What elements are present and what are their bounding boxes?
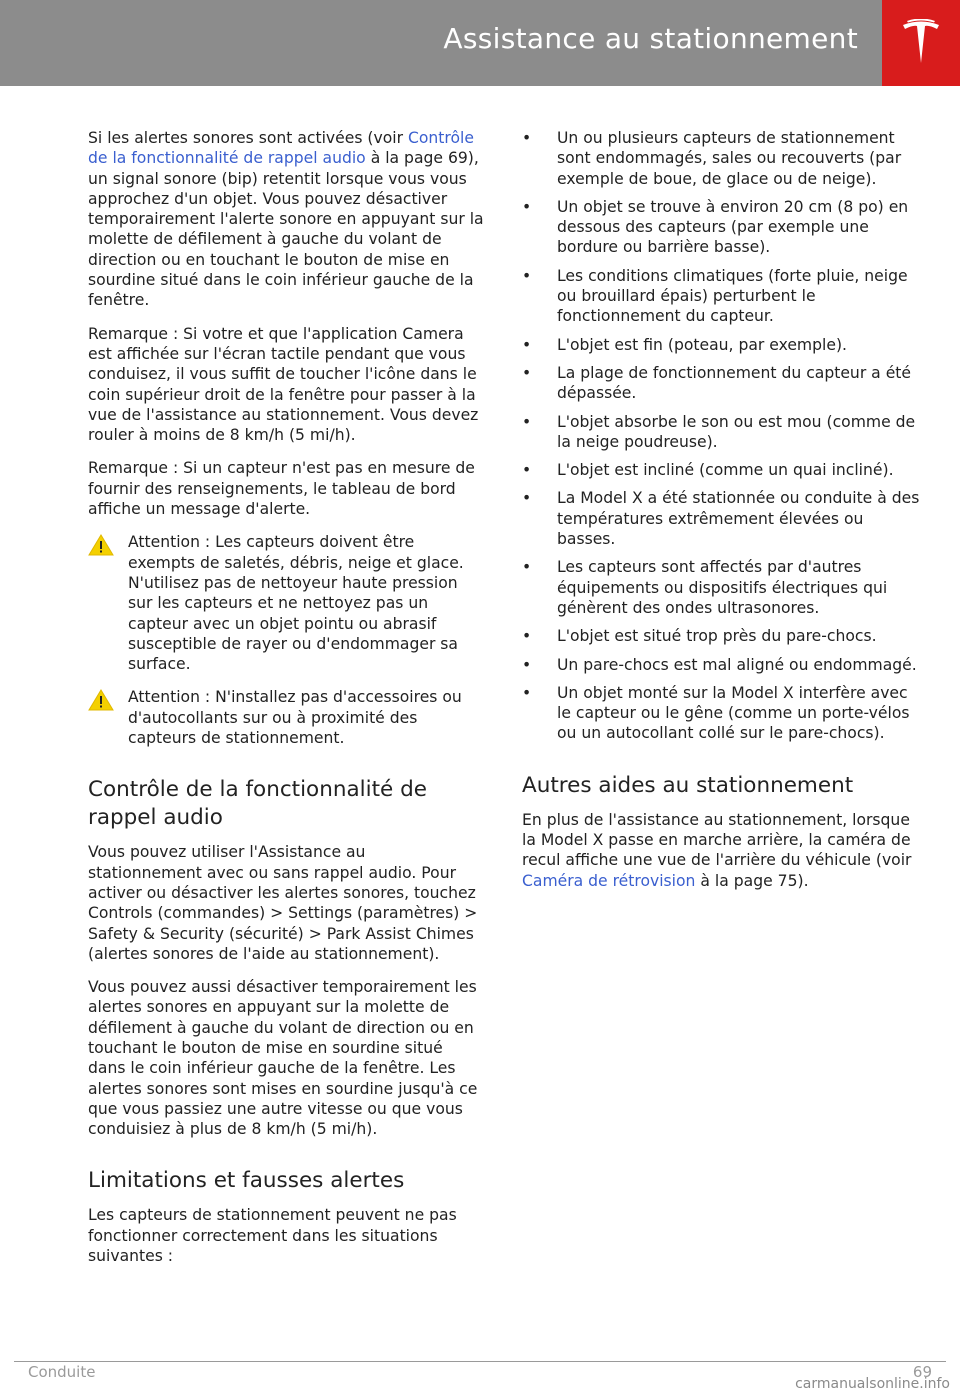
list-item: • Les conditions climatiques (forte pluie, neige ou brouillard épais) perturbent le fonctionnement du capteur. (522, 266, 908, 326)
intro-paragraph: Si les alertes sonores sont activées (voir Contrôle de la fonctionnalité de rappel audio à la page 69), un signal sonore (bip) retentit lorsque vous vous approchez d'un objet. Vous pouvez désactiver temporairement l'alerte sonore en appuyant sur la molette de défilement à gauche du volant de direction ou en touchant le bouton de mise en sourdine situé dans le coin inférieur gauche de la fenêtre. (88, 129, 484, 310)
logo-box (882, 0, 960, 86)
heading-audio-control: Contrôle de la fonctionnalité de rappel audio (88, 777, 427, 831)
footer-rule (14, 1361, 946, 1362)
list-item: • La plage de fonctionnement du capteur a été dépassée. (522, 363, 911, 403)
list-item: • L'objet est situé trop près du pare-chocs. (522, 627, 877, 646)
list-item: • L'objet est incliné (comme un quai incliné). (522, 461, 894, 480)
page-header (0, 0, 960, 86)
left-column (88, 128, 484, 1279)
list-item: • La Model X a été stationnée ou conduite à des températures extrêmement élevées ou basses. (522, 489, 920, 549)
note-camera: Remarque : Si votre et que l'application Camera est affichée sur l'écran tactile pendant que vous conduisez, il vous suffit de toucher l'icône dans le coin supérieur droit de la fenêtre pour passer à la vue de l'assistance au stationnement. Vous devez rouler à moins de 8 km/h (5 mi/h). (88, 324, 479, 445)
list-item: • Un pare-chocs est mal aligné ou endommagé. (522, 655, 917, 674)
paragraph-mute: Vous pouvez aussi désactiver temporairement les alertes sonores en appuyant sur la molette de défilement à gauche du volant de direction ou en touchant le bouton de mise en sourdine situé dans le coin inférieur gauche de la fenêtre. Les alertes sonores sont mises en sourdine jusqu'à ce que vous passiez une autre vitesse ou que vous conduisiez à plus de 8 km/h (5 mi/h). (88, 978, 478, 1139)
paragraph-audio-settings: Vous pouvez utiliser l'Assistance au stationnement avec ou sans rappel audio. Pour activer ou désactiver les alertes sonores, touchez Controls (commandes) > Settings (paramètres) > Safety & Security (sécurité) > Park Assist Chimes (alertes sonores de l'aide au stationnement). (88, 843, 478, 963)
list-item: • Un objet se trouve à environ 20 cm (8 po) en dessous des capteurs (par exemple une bordure ou barrière basse). (522, 197, 909, 257)
link-rear-camera[interactable]: Caméra de rétrovision (522, 871, 696, 890)
list-item: • L'objet absorbe le son ou est mou (comme de la neige poudreuse). (522, 412, 916, 451)
header-title: Assistance au stationnement (443, 22, 858, 55)
list-item: • L'objet est fin (poteau, par exemple). (522, 335, 847, 354)
link-audio-control[interactable]: Contrôle de la fonctionnalité de rappel audio (88, 129, 474, 168)
warning-icon (88, 534, 114, 556)
footer-page-number: 69 (912, 1363, 932, 1381)
heading-limitations: Limitations et fausses alertes (88, 1168, 405, 1194)
list-item: • Un objet monté sur la Model X interfère avec le capteur ou le gêne (comme un porte-vélos ou un autocollant collé sur le pare-chocs). (522, 683, 910, 743)
note-sensor: Remarque : Si un capteur n'est pas en mesure de fournir des renseignements, le tableau de bord affiche un message d'alerte. (88, 459, 475, 519)
footer-section: Conduite (28, 1363, 96, 1381)
warning-icon (88, 689, 114, 711)
watermark: carmanualsonline.info (795, 1376, 950, 1392)
paragraph-limitations-intro: Les capteurs de stationnement peuvent ne pas fonctionner correctement dans les situations suivantes : (88, 1206, 457, 1266)
warning-clean-sensors: Attention : Les capteurs doivent être exempts de saletés, débris, neige et glace. N'utilisez pas de nettoyeur haute pression sur les capteurs et ne nettoyez pas un capteur avec un objet pointu ou abrasif susceptible de rayer ou d'endommager sa surface. (88, 532, 484, 674)
list-item: • Un ou plusieurs capteurs de stationnement sont endommagés, sales ou recouverts (par exemple de boue, de glace ou de neige). (522, 129, 902, 188)
tesla-logo-icon (901, 19, 941, 65)
warning-accessories: Attention : N'installez pas d'accessoires ou d'autocollants sur ou à proximité des capteurs de stationnement. (88, 687, 484, 748)
limitations-list (522, 128, 924, 744)
right-column (522, 128, 924, 904)
list-item: • Les capteurs sont affectés par d'autres équipements ou dispositifs électriques qui génèrent des ondes ultrasonores. (522, 558, 888, 617)
paragraph-other-aids: En plus de l'assistance au stationnement, lorsque la Model X passe en marche arrière, la caméra de recul affiche une vue de l'arrière du véhicule (voir Caméra de rétrovision à la page 75). (522, 810, 912, 890)
heading-other-aids: Autres aides au stationnement (522, 772, 854, 798)
